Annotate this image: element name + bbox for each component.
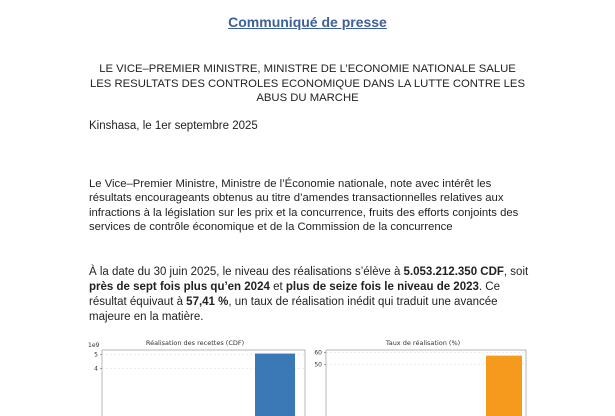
- chart-tick-label: 60: [314, 349, 322, 357]
- para2-rate: 57,41 %: [186, 296, 229, 308]
- chart-plot-area: [314, 349, 526, 416]
- chart-taux-svg: [308, 336, 538, 416]
- para2-text-3: et: [269, 281, 286, 293]
- para2-text-2: , soit: [503, 266, 529, 278]
- chart-bar: [486, 356, 522, 416]
- chart-recettes: [80, 336, 310, 416]
- chart-tick-label: 5: [94, 351, 98, 359]
- press-release-title: Communiqué de presse: [228, 14, 387, 30]
- chart-bar: [255, 354, 295, 416]
- headline-line-3: ABUS DU MARCHE: [256, 92, 359, 104]
- para2-comparison-2023: plus de seize fois le niveau de 2023: [285, 281, 479, 293]
- paragraph-intro: Le Vice–Premier Ministre, Ministre de l’Économie nationale, note avec intérêt les résultats encourageants obtenus au titre d’amendes transactionnelles relatives aux infractions à la législation sur les prix et la concurrence, fruits des efforts conjoints des services de contrôle économique et de la Commission de la concurrence: [89, 178, 519, 234]
- para2-text-5: , un taux de réalisation inédit qui traduit une avancée majeure en la matière.: [89, 296, 498, 323]
- chart-tick-label: 50: [314, 361, 322, 369]
- para2-comparison-2024: près de sept fois plus qu’en 2024: [89, 281, 270, 293]
- para2-text-1: À la date du 30 juin 2025, le niveau des réalisations s’élève à: [89, 266, 404, 278]
- headline: [80, 62, 535, 106]
- chart-title: Taux de réalisation (%): [385, 339, 461, 347]
- dateline: Kinshasa, le 1er septembre 2025: [89, 120, 258, 132]
- chart-plot-area: [94, 350, 305, 416]
- paragraph-results: [89, 265, 529, 325]
- chart-tick-label: 4: [94, 365, 98, 373]
- para2-amount: 5.053.212.350 CDF: [403, 266, 504, 278]
- para2-text-4: . Ce résultat équivaut à: [89, 281, 500, 308]
- headline-line-1: LE VICE–PREMIER MINISTRE, MINISTRE DE L’ECONOMIE NATIONALE SALUE: [99, 63, 516, 75]
- chart-taux: [308, 336, 538, 416]
- chart-scale-label: 1e9: [88, 342, 100, 349]
- chart-title: Réalisation des recettes (CDF): [145, 339, 245, 347]
- headline-line-2: LES RESULTATS DES CONTROLES ECONOMIQUE DANS LA LUTTE CONTRE LES: [89, 77, 526, 90]
- chart-recettes-svg: [80, 336, 310, 416]
